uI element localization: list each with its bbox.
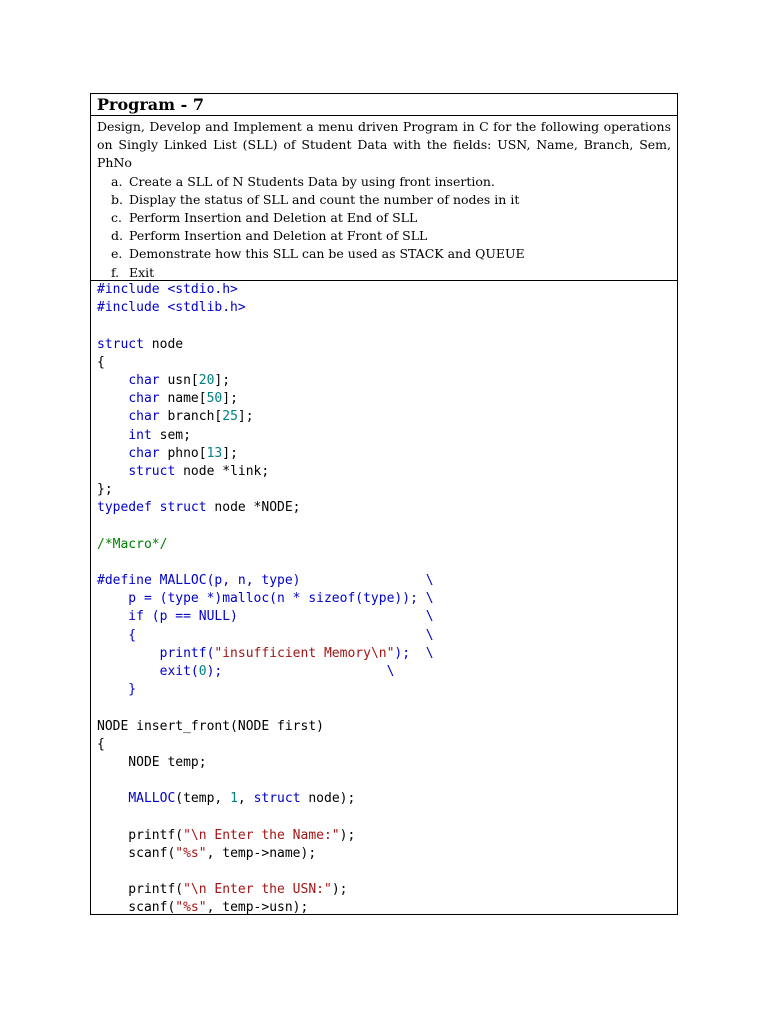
code-token: #define (97, 573, 152, 588)
code-token: \ (425, 573, 434, 588)
code-token: node (143, 336, 184, 352)
code-token (97, 409, 128, 424)
code-token: #include <stdio.h> (97, 282, 238, 297)
code-line (97, 317, 677, 335)
code-token: struct (253, 791, 301, 807)
code-token: node *link; (175, 463, 270, 479)
code-token: 1 (230, 791, 238, 807)
code-line (97, 499, 677, 517)
code-line (97, 481, 677, 499)
code-token: { \ (97, 627, 434, 643)
code-token: 50 (206, 391, 223, 407)
code-token: ); (331, 882, 348, 898)
code-token: printf( (97, 882, 184, 898)
code-line (97, 536, 677, 554)
code-line (97, 645, 677, 663)
code-line (97, 663, 677, 681)
menu-options-list (97, 173, 671, 282)
code-line (97, 845, 677, 863)
menu-option-item (111, 227, 671, 245)
code-token: "%s" (175, 845, 207, 861)
code-token: NODE temp; (97, 754, 207, 770)
menu-option-text: Demonstrate how this SLL can be used as STACK and QUEUE (128, 246, 525, 262)
code-line (97, 408, 677, 426)
code-token: node *NODE; (206, 500, 301, 516)
code-token: 25 (222, 409, 238, 425)
code-line (97, 372, 677, 390)
code-token: exit( (97, 663, 199, 679)
code-line (97, 554, 677, 572)
code-token (152, 500, 160, 515)
code-token: phno[ (159, 445, 207, 461)
code-token: ); \ (206, 663, 395, 679)
code-token (301, 573, 426, 588)
problem-description: Design, Develop and Implement a menu driven Program in C for the following operations on Singly Linked List (SLL) of Student Data with the fields: USN, Name, Branch, Sem, PhNo (97, 119, 671, 171)
code-token: ); (339, 827, 356, 843)
menu-option-item (111, 264, 671, 282)
code-token: usn[ (159, 372, 199, 388)
code-token: branch[ (159, 409, 223, 425)
menu-option-item (111, 173, 671, 191)
code-token: printf( (97, 827, 184, 843)
code-token: }; (97, 482, 113, 498)
code-token: ]; (222, 445, 238, 461)
code-line (97, 608, 677, 626)
code-token: , (237, 791, 254, 807)
problem-statement (91, 116, 677, 281)
menu-option-text: Exit (128, 264, 155, 280)
menu-option-letter: a. (111, 173, 123, 189)
code-token: printf( (97, 645, 215, 661)
menu-option-text: Display the status of SLL and count the number of nodes in it (128, 191, 520, 207)
code-token: "%s" (175, 900, 207, 915)
code-line (97, 827, 677, 845)
code-token: , temp->usn); (206, 900, 309, 915)
code-token: sem; (151, 427, 191, 443)
code-token (97, 464, 128, 479)
code-line (97, 736, 677, 754)
code-token: "\n Enter the Name:" (183, 827, 340, 843)
code-token: scanf( (97, 900, 176, 915)
code-token: } (97, 682, 137, 698)
code-line (97, 336, 677, 354)
code-token: "\n Enter the USN:" (183, 882, 332, 898)
code-token: , temp->name); (206, 845, 317, 861)
code-line (97, 699, 677, 717)
code-token: MALLOC(p, n, type) (159, 573, 301, 588)
code-token: scanf( (97, 845, 176, 861)
code-token: #include <stdlib.h> (97, 300, 246, 316)
code-line (97, 808, 677, 826)
code-token: 13 (206, 445, 223, 461)
menu-option-letter: b. (111, 191, 123, 207)
menu-option-text: Perform Insertion and Deletion at End of SLL (128, 210, 418, 226)
code-line (97, 899, 677, 915)
code-token: if (p == NULL) \ (97, 609, 434, 625)
code-line (97, 354, 677, 372)
code-token: ); \ (394, 645, 434, 661)
code-token (152, 573, 160, 588)
code-token: ]; (237, 409, 254, 425)
code-token: struct (159, 500, 207, 516)
code-token: 20 (198, 372, 215, 388)
menu-option-letter: e. (111, 246, 123, 262)
code-token: ]; (222, 391, 238, 407)
code-token: { (97, 354, 105, 370)
code-token: ]; (214, 372, 231, 388)
code-token: char (128, 391, 160, 407)
code-token: struct (128, 463, 176, 479)
code-line (97, 517, 677, 535)
code-token: p = (type *)malloc(n * sizeof(type)); \ (97, 591, 434, 607)
code-line (97, 881, 677, 899)
code-token (97, 446, 128, 461)
code-token: struct (97, 336, 144, 352)
code-line (97, 445, 677, 463)
menu-option-item (111, 245, 671, 263)
code-line (97, 627, 677, 645)
code-line (97, 590, 677, 608)
code-token: "insufficient Memory\n" (214, 645, 395, 661)
code-token: char (128, 445, 160, 461)
code-token (97, 791, 128, 806)
code-token: /*Macro*/ (97, 536, 168, 552)
menu-option-letter: d. (111, 228, 123, 244)
menu-option-letter: c. (111, 210, 122, 226)
code-token: node); (300, 791, 356, 807)
code-line (97, 681, 677, 699)
code-line (97, 390, 677, 408)
code-token: int (128, 427, 152, 443)
code-token: (temp, (175, 791, 231, 807)
code-line (97, 281, 677, 299)
code-line (97, 754, 677, 772)
code-line (97, 772, 677, 790)
code-listing (91, 281, 677, 915)
code-token: MALLOC (128, 791, 176, 807)
code-token: NODE insert_front(NODE first) (97, 718, 324, 734)
code-line (97, 572, 677, 590)
program-document (90, 93, 678, 915)
program-title: Program - 7 (91, 94, 677, 116)
code-token (97, 373, 128, 388)
menu-option-text: Perform Insertion and Deletion at Front of SLL (128, 228, 428, 244)
code-token: 0 (198, 663, 207, 679)
code-line (97, 299, 677, 317)
code-token (97, 391, 128, 406)
menu-option-item (111, 209, 671, 227)
code-line (97, 427, 677, 445)
code-line (97, 790, 677, 808)
menu-option-letter: f. (111, 264, 120, 280)
code-token (97, 428, 128, 443)
menu-option-text: Create a SLL of N Students Data by using front insertion. (128, 173, 495, 189)
menu-option-item (111, 191, 671, 209)
code-token: { (97, 736, 105, 752)
code-token: char (128, 409, 160, 425)
code-line (97, 718, 677, 736)
code-token: char (128, 372, 160, 388)
code-line (97, 863, 677, 881)
code-token: typedef (97, 500, 152, 516)
code-line (97, 463, 677, 481)
code-token: name[ (159, 391, 207, 407)
